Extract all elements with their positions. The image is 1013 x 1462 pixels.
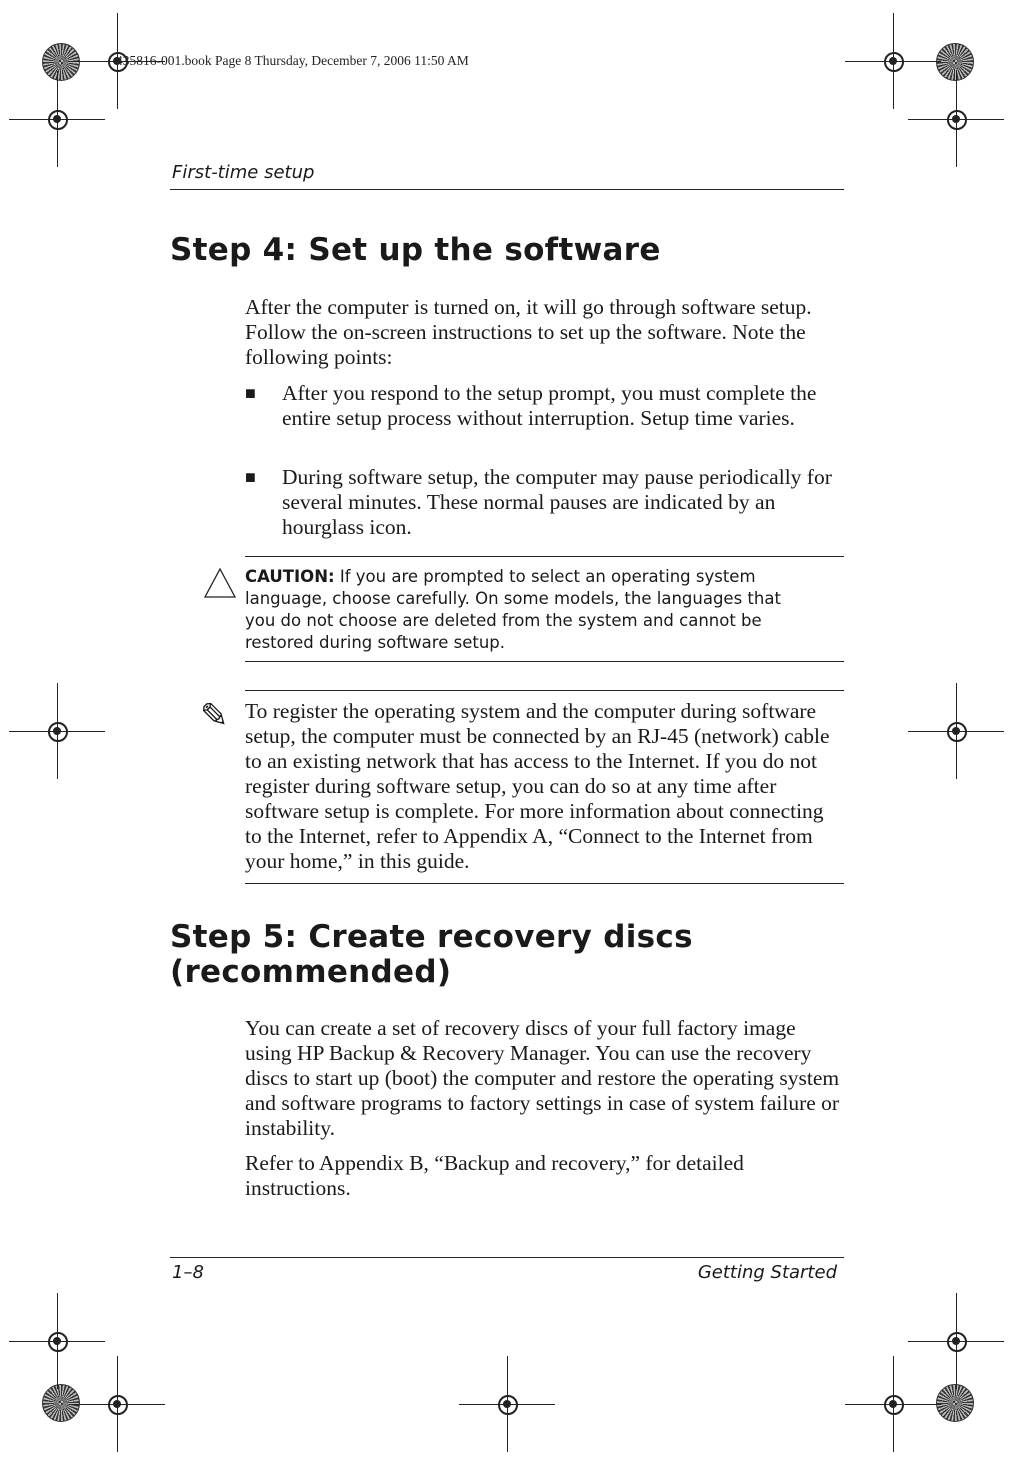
running-header: First-time setup: [172, 162, 315, 183]
starburst-mark-bottom-right: [936, 1384, 974, 1422]
page-number: 1–8: [172, 1262, 204, 1283]
pencil-icon: ✎: [200, 698, 229, 735]
warning-triangle-icon: [203, 566, 237, 600]
bullet-text: During software setup, the computer may pause periodically for several minutes. These normal pauses are indicated by an hourglass icon.: [282, 465, 832, 539]
step5-heading-line1: Step 5: Create recovery discs: [170, 919, 693, 955]
bullet-square-icon: ■: [245, 383, 256, 403]
note-text: To register the operating system and the computer during software setup, the computer must be connected by an RJ-45 (network) cable to an existing network that has access to the Internet. If you do not register during software setup, you can do so at any time after software setup is complete. For more information about connecting to the Internet, refer to Appendix A, “Connect to the Internet from your home,” in this guide.: [245, 699, 830, 873]
caution-label: CAUTION:: [245, 567, 335, 586]
caution-bottom-rule: [245, 661, 844, 662]
step4-intro-paragraph: After the computer is turned on, it will go through software setup. Follow the on-screen instructions to set up the software. Note the following points:: [245, 295, 812, 369]
bullet-text: After you respond to the setup prompt, you must complete the entire setup process without interruption. Setup time varies.: [282, 381, 817, 430]
starburst-mark-top-right: [936, 43, 974, 81]
book-title: Getting Started: [697, 1262, 837, 1283]
note-bottom-rule: [245, 883, 844, 884]
caution-top-rule: [245, 556, 844, 557]
caution-body: If you are prompted to select an operating system language, choose carefully. On some models, the languages that you do not choose are deleted from the system and cannot be restored during software setup.: [245, 567, 781, 652]
step5-heading: [170, 920, 693, 990]
bullet-square-icon: ■: [245, 467, 256, 487]
caution-text: [245, 566, 805, 654]
starburst-mark-top-left: [42, 43, 80, 81]
step5-heading-line2: (recommended): [170, 954, 452, 990]
note-top-rule: [245, 690, 844, 691]
step4-heading: Step 4: Set up the software: [170, 232, 661, 268]
print-slug: 435816-001.book Page 8 Thursday, December 7, 2006 11:50 AM: [116, 53, 469, 68]
step5-paragraph-1: You can create a set of recovery discs of your full factory image using HP Backup & Recovery Manager. You can use the recovery discs to start up (boot) the computer and restore the operating system and software programs to factory settings in case of system failure or instability.: [245, 1016, 840, 1140]
starburst-mark-bottom-left: [42, 1384, 80, 1422]
step5-paragraph-2: Refer to Appendix B, “Backup and recovery,” for detailed instructions.: [245, 1151, 744, 1200]
header-rule: [170, 189, 844, 190]
footer-rule: [170, 1257, 844, 1258]
